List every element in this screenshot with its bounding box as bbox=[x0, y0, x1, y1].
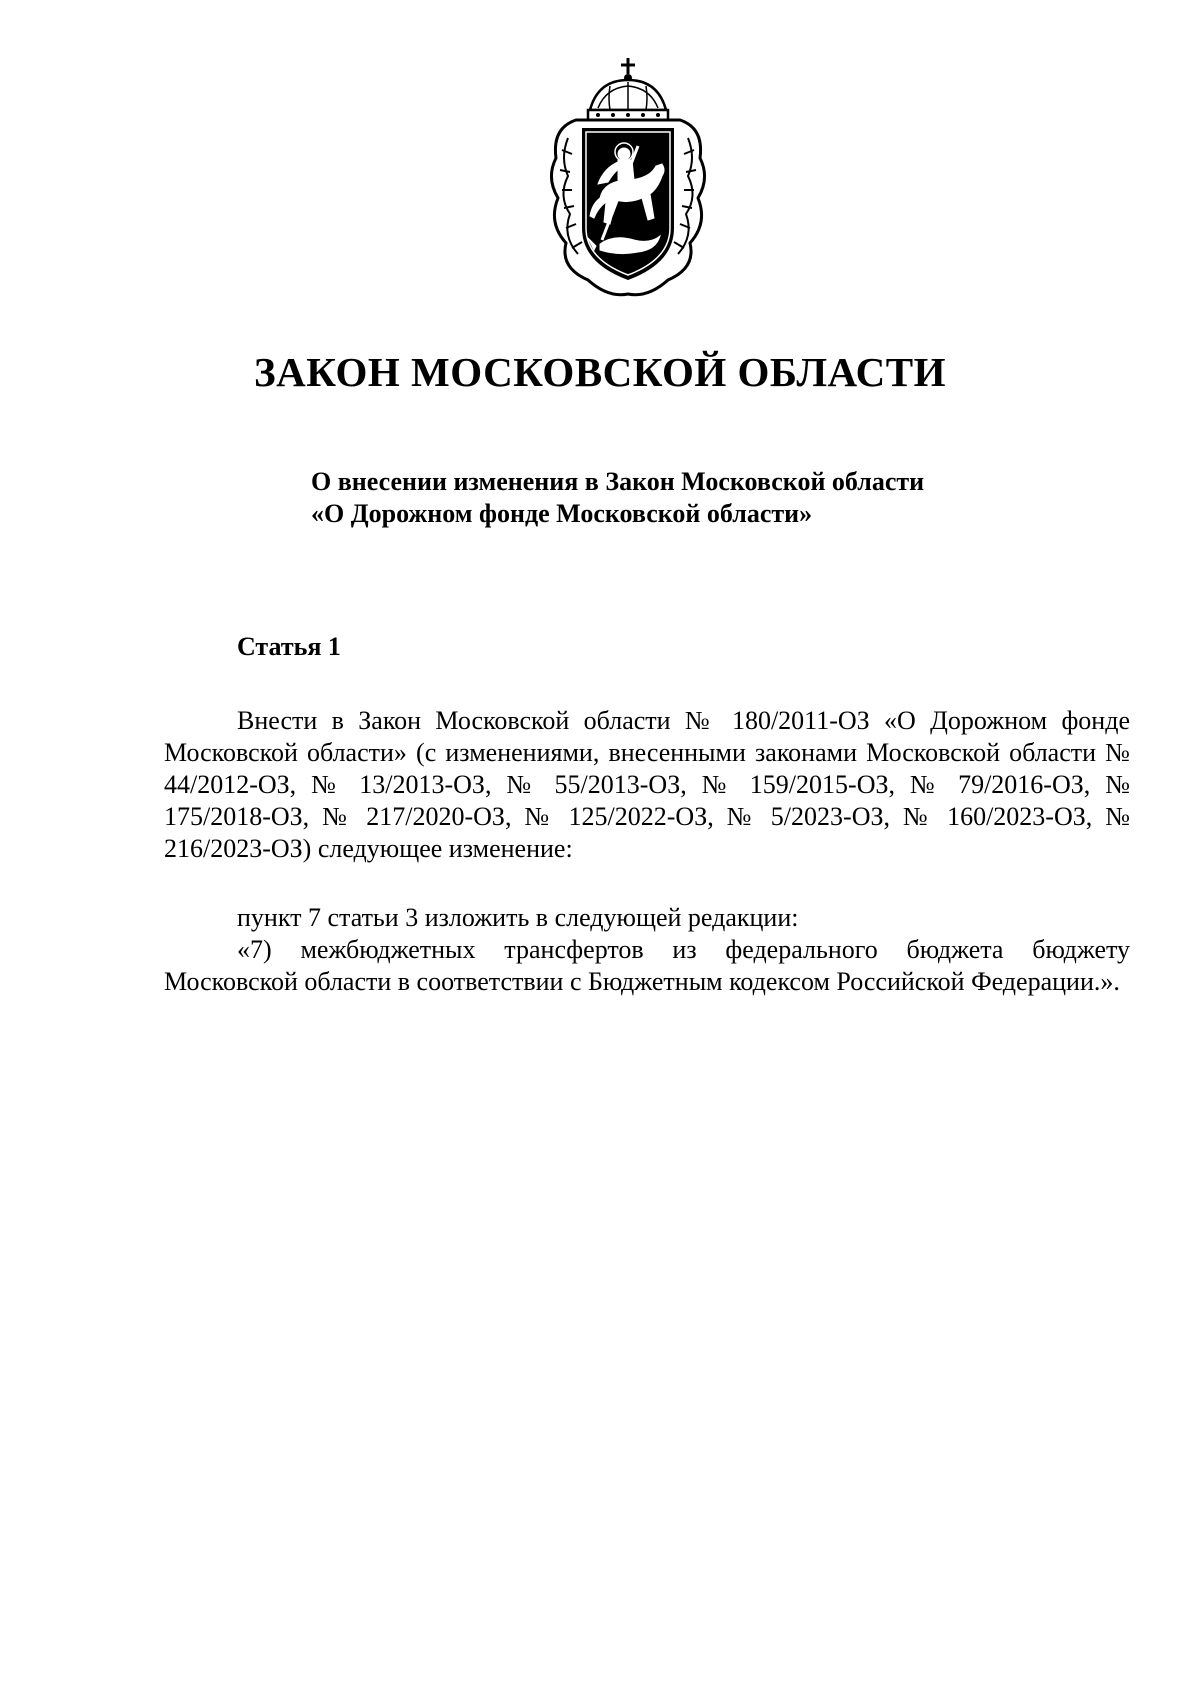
subtitle-line-1: О внесении изменения в Закон Московской области bbox=[311, 467, 925, 496]
article-body-change bbox=[164, 902, 1130, 998]
law-subtitle bbox=[311, 466, 924, 530]
subtitle-line-2: «О Дорожном фонде Московской области» bbox=[311, 499, 813, 528]
article-heading: Статья 1 bbox=[237, 632, 341, 661]
moscow-oblast-coat-of-arms-icon bbox=[538, 58, 718, 308]
crown-icon bbox=[588, 58, 668, 120]
article-paragraph-amendment: Внести в Закон Московской области № 180/2011-ОЗ «О Дорожном фонде Московской области» (с изменениями, внесенными законами Московской области № 44/2012-ОЗ, № 13/2013-ОЗ, № 55/2013-ОЗ, № 159/2015-ОЗ, № 79/2016-ОЗ, № 175/2018-ОЗ, № 217/2020-ОЗ, № 125/2022-ОЗ, № 5/2023-ОЗ, № 160/2023-ОЗ, № 216/2023-ОЗ) следующее изменение: bbox=[164, 706, 1130, 863]
article-paragraph-new-wording: «7) межбюджетных трансфертов из федерального бюджета бюджету Московской области в соответствии с Бюджетным кодексом Российской Федерации.». bbox=[164, 935, 1130, 996]
law-title: ЗАКОН МОСКОВСКОЙ ОБЛАСТИ bbox=[254, 349, 946, 395]
article-paragraph-instruction: пункт 7 статьи 3 изложить в следующей редакции: bbox=[237, 903, 799, 932]
